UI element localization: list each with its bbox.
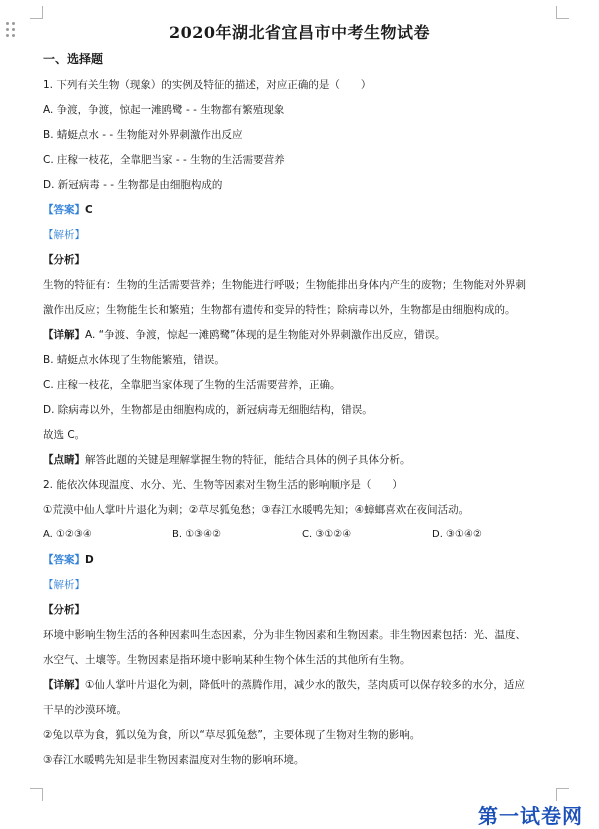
q2-xiangjie-2: ②兔以草为食，狐以兔为食，所以“草尽狐兔愁”，主要体现了生物对生物的影响。	[43, 729, 421, 741]
q1-xiangjie	[43, 328, 446, 342]
q1-line-b: B. 蜻蜓点水体现了生物能繁殖，错误。	[43, 354, 225, 366]
q2-xiangjie-1a: ①仙人掌叶片退化为刺，降低叶的蒸腾作用，减少水的散失，茎肉质可以保存较多的水分，适应	[85, 679, 525, 691]
q2-xiangjie	[43, 678, 525, 692]
q2-xiangjie-tag: 【详解】	[43, 679, 85, 691]
q2-fenxi-line2: 水空气、土壤等。生物因素是指环境中影响某种生物个体生活的其他所有生物。	[43, 654, 411, 666]
q2-option-d: D. ③①④②	[432, 529, 482, 540]
q2-option-c: C. ③①②④	[302, 529, 352, 540]
q1-fenxi-tag: 【分析】	[43, 254, 85, 266]
q2-examples: ①荒漠中仙人掌叶片退化为刺；②草尽狐兔愁；③春江水暖鸭先知；④蟑螂喜欢在夜间活动。	[43, 504, 470, 516]
crop-mark-top-right	[556, 6, 569, 19]
q1-fenxi-line2: 激作出反应；生物能生长和繁殖；生物都有遗传和变异的特性；除病毒以外，生物都是由细胞构成的。	[43, 304, 516, 316]
q2-xiangjie-3: ③春江水暖鸭先知是非生物因素温度对生物的影响环境。	[43, 754, 305, 766]
q1-dianjing-tag: 【点睛】	[43, 454, 85, 466]
q1-option-d: D. 新冠病毒 - - 生物都是由细胞构成的	[43, 179, 223, 191]
q1-answer	[43, 203, 93, 217]
q1-option-b: B. 蜻蜓点水 - - 生物能对外界刺激作出反应	[43, 129, 243, 141]
q1-option-c: C. 庄稼一枝花，全靠肥当家 - - 生物的生活需要营养	[43, 154, 285, 166]
q1-line-d: D. 除病毒以外，生物都是由细胞构成的，新冠病毒无细胞结构，错误。	[43, 404, 373, 416]
q1-line-c: C. 庄稼一枝花，全靠肥当家体现了生物的生活需要营养，正确。	[43, 379, 341, 391]
q1-xiangjie-tag: 【详解】	[43, 329, 85, 341]
q1-dianjing	[43, 453, 411, 467]
q2-jiexi-tag: 【解析】	[43, 579, 85, 591]
q2-answer-value: D	[85, 554, 94, 566]
q2-fenxi-tag: 【分析】	[43, 604, 85, 616]
crop-mark-bottom-left	[30, 788, 43, 801]
q2-fenxi-line1: 环境中影响生物生活的各种因素叫生态因素，分为非生物因素和生物因素。非生物因素包括：光、温度、	[43, 629, 526, 641]
q2-option-a: A. ①②③④	[43, 529, 92, 540]
q1-fenxi-line1: 生物的特征有：生物的生活需要营养；生物能进行呼吸；生物能排出身体内产生的废物；生物能对外界刺	[43, 279, 526, 291]
q1-answer-tag: 【答案】	[43, 204, 85, 216]
q1-conclusion: 故选 C。	[43, 429, 86, 441]
q1-dianjing-text: 解答此题的关键是理解掌握生物的特征，能结合具体的例子具体分析。	[85, 454, 411, 466]
q1-jiexi-tag: 【解析】	[43, 229, 85, 241]
q2-answer-tag: 【答案】	[43, 554, 85, 566]
q2-xiangjie-1b: 干旱的沙漠环境。	[43, 704, 127, 716]
site-watermark: 第一试卷网	[478, 804, 583, 828]
crop-mark-top-left	[30, 6, 43, 19]
section-heading: 一、选择题	[43, 52, 104, 66]
q2-option-b: B. ①③④②	[172, 529, 222, 540]
q1-answer-value: C	[85, 204, 93, 216]
q1-stem: 1. 下列有关生物（现象）的实例及特征的描述，对应正确的是（ ）	[43, 79, 372, 91]
q2-stem: 2. 能依次体现温度、水分、光、生物等因素对生物生活的影响顺序是（ ）	[43, 479, 403, 491]
q1-option-a: A. 争渡，争渡，惊起一滩鸥鹭 - - 生物都有繁殖现象	[43, 104, 285, 116]
page-title: 2020年湖北省宜昌市中考生物试卷	[168, 23, 431, 42]
q1-xiangjie-a: A. “争渡、争渡，惊起一滩鸥鹭”体现的是生物能对外界刺激作出反应，错误。	[85, 329, 446, 341]
q2-answer	[43, 553, 94, 567]
